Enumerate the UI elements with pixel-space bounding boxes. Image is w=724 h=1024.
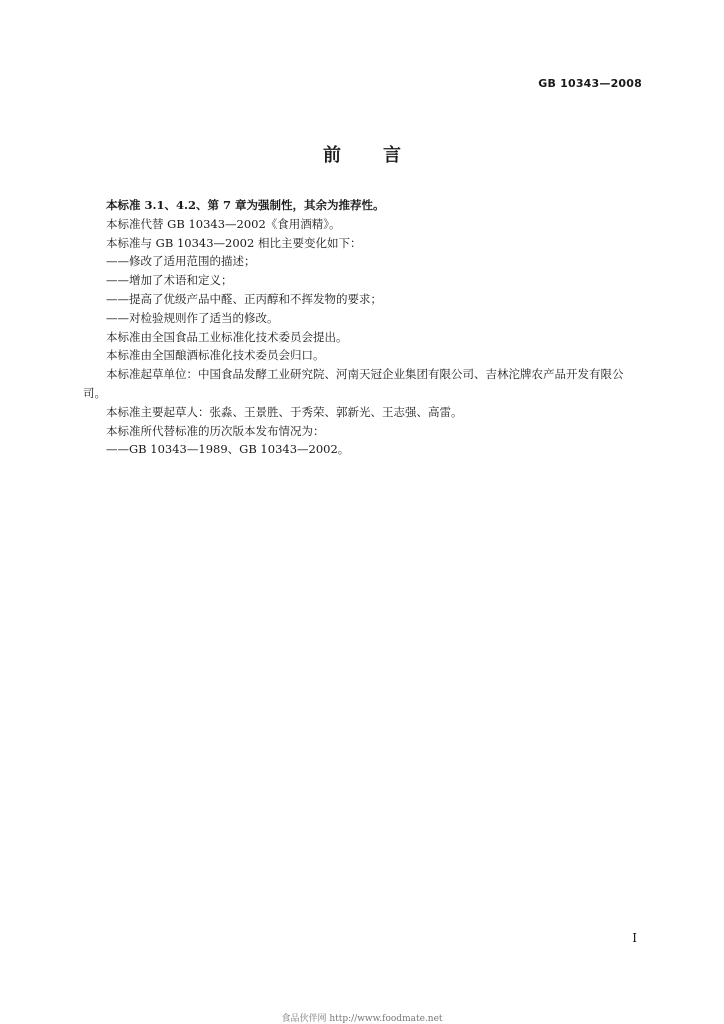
watermark: 食品伙伴网 http://www.foodmate.net (281, 1014, 443, 1024)
page-number: I (632, 931, 637, 945)
standard-number: GB 10343—2008 (538, 77, 642, 90)
list-item-scope: ——修改了适用范围的描述； (106, 254, 256, 269)
title-char-2: 言 (383, 145, 401, 166)
preface-body (83, 196, 645, 459)
list-item-inspection: ——对检验规则作了适当的修改。 (106, 310, 279, 325)
paragraph-changes-intro: 本标准与 GB 10343—2002 相比主要变化如下： (106, 235, 362, 250)
paragraph-mandatory-clauses: 本标准 3.1、4.2、第 7 章为强制性，其余为推荐性。 (106, 198, 385, 212)
paragraph-history-intro: 本标准所代替标准的历次版本发布情况为： (106, 423, 325, 438)
paragraph-centralized-by: 本标准由全国酿酒标准化技术委员会归口。 (106, 348, 325, 363)
paragraph-drafters: 本标准主要起草人：张淼、王景胜、于秀荣、郭新光、王志强、高雷。 (106, 404, 463, 419)
paragraph-proposed-by: 本标准由全国食品工业标准化技术委员会提出。 (106, 329, 348, 344)
list-item-terms: ——增加了术语和定义； (106, 273, 233, 288)
page-title (0, 141, 724, 167)
title-char-1: 前 (323, 145, 341, 166)
paragraph-replaces: 本标准代替 GB 10343—2002《食用酒精》。 (106, 216, 341, 231)
list-item-requirements: ——提高了优级产品中醛、正丙醇和不挥发物的要求； (106, 291, 382, 306)
list-item-history: ——GB 10343—1989、GB 10343—2002。 (106, 442, 350, 457)
paragraph-drafting-units: 本标准起草单位：中国食品发酵工业研究院、河南天冠企业集团有限公司、吉林沱牌农产品开发有限公司。 (83, 367, 624, 400)
